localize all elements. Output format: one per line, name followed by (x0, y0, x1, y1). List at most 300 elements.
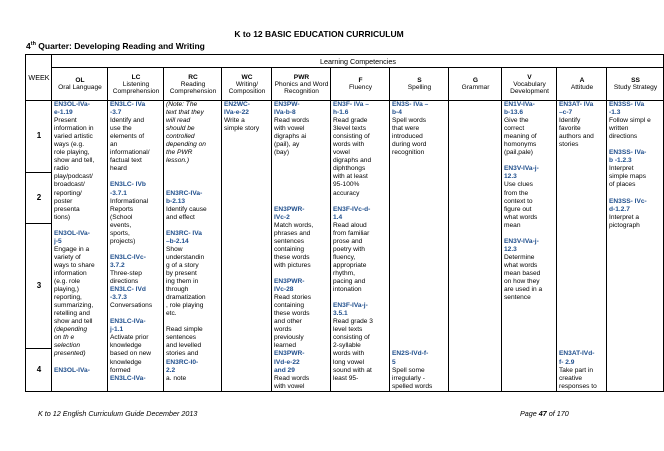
cell-line (392, 206, 447, 214)
quarter-heading (26, 41, 205, 51)
cell-line: with pictures (274, 261, 311, 269)
week-number-3: 3 (26, 223, 52, 348)
cell-line: 3.7.2 (110, 261, 125, 269)
cell-line: Read words (274, 117, 310, 125)
cell-line: EN3RC-I0- (166, 358, 199, 366)
week-number-1: 1 (26, 101, 52, 173)
cell-line: (pail), ay (274, 141, 300, 149)
cell-line (392, 342, 447, 350)
cell-line: use the (110, 125, 132, 133)
cell-line: Take part in (559, 366, 594, 374)
cell-v (502, 101, 557, 392)
cell-line (559, 181, 605, 189)
column-header-a: A Attitude (557, 68, 607, 101)
cell-line: selection (54, 342, 81, 350)
cell-line: Three-step (110, 269, 142, 277)
footer-guide-title: K to 12 English Curriculum Guide December 2013 (38, 409, 198, 418)
cell-line: knowledge (110, 342, 142, 350)
column-header-wc: WC Writing/ Composition (222, 68, 272, 101)
column-header-f: F Fluency (331, 68, 390, 101)
cell-line (559, 190, 605, 198)
cell-line: IVa-e-22 (224, 109, 249, 117)
cell-line (54, 222, 106, 230)
cell-line: intonation (333, 286, 362, 294)
cell-line: h-1.6 (333, 109, 349, 117)
column-header-row (26, 68, 664, 101)
cell-line: EN3LC- IVd (110, 286, 146, 294)
cell-line: –c-7 (559, 109, 573, 117)
cell-line: stories and (166, 350, 199, 358)
cell-line: Spell words (392, 117, 427, 125)
cell-line: Determine (504, 253, 535, 261)
cell-line: correct (504, 125, 525, 133)
cell-line: 12.3 (504, 245, 517, 253)
cell-line: the PWR (166, 149, 193, 157)
cell-line (392, 310, 447, 318)
cell-line (392, 246, 447, 254)
cell-line (392, 294, 447, 302)
cell-line: diphthongs (333, 165, 366, 173)
cell-line: 95-100% (333, 181, 360, 189)
column-header-rc: RC Reading Comprehension (164, 68, 222, 101)
cell-line: Identify and (110, 117, 145, 125)
cell-line: Match words, (274, 221, 314, 229)
cell-line: least 95- (333, 374, 359, 382)
cell-line (392, 238, 447, 246)
cell-line: e-1.19 (54, 109, 73, 117)
cell-line: IVa-b-8 (274, 109, 296, 117)
column-header-g: G Grammar (449, 68, 502, 101)
cell-line: -3.7 (110, 109, 122, 117)
cell-line: EN3OL-IVa- (54, 229, 90, 237)
footer-page-number: Page 47 of 170 (520, 409, 569, 418)
cell-line (274, 173, 329, 181)
cell-line: mean based (504, 269, 541, 277)
week-number-2: 2 (26, 172, 52, 223)
cell-line (559, 318, 605, 326)
cell-line: learned (274, 342, 296, 350)
cell-line (166, 222, 220, 230)
cell-pwr (272, 101, 331, 392)
cell-line: EN3PWR- (274, 205, 305, 213)
cell-line: based on new (110, 350, 152, 358)
cell-line: simple story (224, 125, 260, 133)
cell-line: should be (166, 125, 195, 133)
cell-line (559, 246, 605, 254)
cell-line (110, 246, 162, 254)
cell-ol (52, 101, 108, 392)
cell-line: events, (110, 221, 132, 229)
cell-line: EN3PWR- (274, 278, 305, 286)
quarter-number: 4 (26, 41, 31, 51)
cell-line: context to (504, 197, 533, 205)
cell-line: a. note (166, 374, 187, 382)
cell-line: broadcast/ (54, 181, 85, 189)
cell-line: Identify (559, 117, 581, 125)
cell-line: phrases and (274, 229, 311, 237)
cell-line: EN3F-IVc-d- (333, 205, 371, 213)
cell-line (166, 318, 220, 326)
competency-table (25, 54, 664, 392)
cell-line: Read aloud (333, 221, 367, 229)
cell-line: summarizing, (54, 302, 94, 310)
cell-line: informational/ (110, 149, 150, 157)
cell-line: consisting of (333, 133, 370, 141)
cell-ss (607, 101, 664, 392)
cell-line: EN3LC-IVa- (110, 374, 146, 382)
cell-line (559, 206, 605, 214)
cell-line (392, 214, 447, 222)
cell-line: –b-2.14 (166, 237, 189, 245)
cell-line: EN3S- IVa – (392, 101, 429, 108)
cell-line: -3.7.1 (110, 189, 127, 197)
cell-line: 3.5.1 (333, 310, 348, 318)
week-header: WEEK (26, 55, 52, 101)
cell-line: EN3AT- IVa (559, 101, 594, 108)
cell-line (274, 198, 329, 206)
cell-line: 5 (392, 358, 396, 366)
cell-line: Spell some (392, 366, 425, 374)
cell-line (392, 334, 447, 342)
cell-line: from familiar (333, 229, 370, 237)
cell-line: retelling and (54, 310, 90, 318)
cell-line: reporting, (54, 294, 82, 302)
cell-line: digraphs and (333, 157, 372, 165)
cell-line: j-5 (54, 237, 62, 245)
column-header-s: S Spelling (390, 68, 449, 101)
cell-line: tions) (54, 213, 71, 221)
cell-line (559, 278, 605, 286)
cell-line: dramatization (166, 294, 206, 302)
cell-line: spelled words (392, 382, 433, 390)
cell-line (559, 286, 605, 294)
cell-line: responses to (559, 382, 597, 390)
cell-line: and other (274, 318, 302, 326)
cell-line: elements of (110, 133, 145, 141)
cell-line: what words (504, 213, 538, 221)
cell-line: of places (609, 181, 636, 189)
cell-line: factual text (110, 157, 142, 165)
cell-line: information (54, 269, 87, 277)
cell-line: EN3V-IVa-j- (504, 165, 539, 173)
cell-line: (Note: The (166, 101, 198, 108)
cell-line: on th e (54, 334, 75, 342)
cell-line: from the (504, 189, 529, 197)
cell-line (392, 262, 447, 270)
cell-line: projects) (110, 237, 136, 245)
cell-line: Write a (224, 117, 245, 125)
cell-line (274, 270, 329, 278)
cell-line: f- 2.9 (559, 358, 575, 366)
cell-line (166, 181, 220, 189)
cell-line: show and tell (54, 318, 93, 326)
cell-line: and levelled (166, 342, 202, 350)
cell-line (274, 190, 329, 198)
cell-line: on how they (504, 278, 540, 286)
cell-line: containing (274, 302, 305, 310)
cell-line: EN3PWR- (274, 350, 305, 358)
cell-line (559, 222, 605, 230)
cell-line (392, 270, 447, 278)
cell-line (392, 254, 447, 262)
cell-line: variety of (54, 253, 81, 261)
cell-line (559, 149, 605, 157)
cell-line: IVc-2 (274, 213, 290, 221)
cell-line: figure out (504, 205, 532, 213)
cell-line: previously (274, 334, 304, 342)
cell-line: EN3V-IVa-j- (504, 237, 539, 245)
cell-line: g of a story (166, 261, 199, 269)
cell-line: d-1.2.7 (609, 205, 630, 213)
cell-line (392, 278, 447, 286)
cell-lc (108, 101, 164, 392)
cell-line: Interpret (609, 165, 634, 173)
cell-line (392, 198, 447, 206)
cell-line: EN3SS- IVc- (609, 197, 647, 205)
cell-line: presented) (54, 350, 86, 358)
cell-line: authors and (559, 133, 594, 141)
cell-line: radio (54, 165, 69, 173)
cell-line: that were (392, 125, 420, 133)
cell-line: (e.g. role (54, 278, 81, 286)
cell-line: will read (166, 117, 191, 125)
cell-line: ways to share (54, 261, 95, 269)
cell-line: EN3LC- IVa (110, 101, 146, 108)
column-header-ol: OL Oral Language (52, 68, 108, 101)
cell-line: with vowel (274, 125, 305, 133)
cell-line: ways (e.g. (54, 141, 85, 149)
cell-line: meaning of (504, 133, 537, 141)
cell-line (559, 302, 605, 310)
cell-line: stories (559, 141, 579, 149)
cell-line: directions (609, 133, 638, 141)
cell-line: heard (110, 165, 127, 173)
cell-line: EN3SS- IVa- (609, 149, 647, 157)
cell-line: poetry with (333, 245, 365, 253)
cell-line (392, 181, 447, 189)
cell-line: (pail,pale) (504, 149, 533, 157)
cell-line (392, 286, 447, 294)
cell-line: during word (392, 141, 427, 149)
cell-line: Informational (110, 197, 149, 205)
cell-line (274, 181, 329, 189)
cell-line (559, 198, 605, 206)
cell-line (54, 359, 106, 367)
cell-line (392, 157, 447, 165)
cell-line: EN3F- IVa – (333, 101, 369, 108)
cell-line: EN2WC- (224, 101, 251, 108)
cell-line: Conversations (110, 302, 153, 310)
cell-line: controlled (166, 133, 195, 141)
cell-line: words (274, 326, 292, 334)
cell-line: introduced (392, 133, 423, 141)
cell-line (559, 334, 605, 342)
cell-line: Read words (274, 374, 310, 382)
cell-line: digraphs ai (274, 133, 307, 141)
cell-line (609, 190, 662, 198)
cell-line: 12.3 (504, 173, 517, 181)
cell-line: Present (54, 117, 77, 125)
cell-line (504, 230, 555, 238)
cell-line: Identify cause (166, 205, 207, 213)
cell-line: b-4 (392, 109, 402, 117)
cell-line: varied artistic (54, 133, 93, 141)
cell-line (392, 302, 447, 310)
cell-line: prose and (333, 237, 363, 245)
cell-line: b-2.13 (166, 197, 186, 205)
cell-line: reporting/ (54, 189, 82, 197)
column-header-v: V Vocabulary Development (502, 68, 557, 101)
cell-line: show and tell, (54, 157, 95, 165)
cell-line: Use clues (504, 181, 533, 189)
cell-line: EN1V-IVa- (504, 101, 535, 108)
cell-line: Give the (504, 117, 529, 125)
cell-line: EN3OL-IVa- (54, 366, 90, 374)
cell-line (333, 294, 388, 302)
cell-line: sports, (110, 229, 130, 237)
cell-line: sentences (274, 237, 305, 245)
cell-line: and 29 (274, 366, 295, 374)
cell-line: through (166, 286, 189, 294)
cell-line (609, 141, 662, 149)
cell-line: directions (110, 278, 139, 286)
cell-a (557, 101, 607, 392)
cell-line: pacing and (333, 278, 366, 286)
cell-line: EN3PW- (274, 101, 300, 108)
cell-line: text that they (166, 109, 204, 117)
cell-line: (bay) (274, 149, 290, 157)
cell-line: irregularly - (392, 374, 425, 382)
cell-line: 2-syllable (333, 342, 361, 350)
cell-line: j-1.1 (110, 326, 124, 334)
cell-line: lesson.) (166, 157, 190, 165)
cell-line: are used in a (504, 286, 543, 294)
cell-line (559, 342, 605, 350)
cell-line: ing them in (166, 278, 199, 286)
cell-line: EN3LC-IVc- (110, 253, 146, 261)
cell-line (559, 173, 605, 181)
cell-line: words with (333, 350, 365, 358)
cell-line: role playing, (54, 149, 90, 157)
cell-line (274, 157, 329, 165)
cell-line (559, 214, 605, 222)
cell-line: sentences (166, 334, 197, 342)
learning-competencies-header: Learning Competencies (52, 55, 664, 68)
cell-line: EN3AT-IVd- (559, 350, 595, 358)
cell-line: accuracy (333, 189, 360, 197)
cell-line (333, 198, 388, 206)
cell-line (504, 157, 555, 165)
cell-line: formed (110, 366, 131, 374)
cell-line (559, 238, 605, 246)
cell-line: etc. (166, 310, 177, 318)
cell-line: Read stories (274, 294, 312, 302)
cell-line: recognition (392, 149, 425, 157)
cell-line (110, 173, 162, 181)
cell-line (559, 254, 605, 262)
cell-line: EN3LC- IVb (110, 181, 146, 189)
cell-line: EN3SS- IVa (609, 101, 645, 108)
cell-line: consisting of (333, 334, 370, 342)
cell-line: and effect (166, 213, 195, 221)
cell-line: Engage in a (54, 245, 90, 253)
cell-line (559, 262, 605, 270)
cell-line (392, 230, 447, 238)
cell-g (449, 101, 502, 392)
cell-line: Reports (110, 205, 134, 213)
cell-line (559, 326, 605, 334)
cell-line: b -1.2.3 (609, 157, 632, 165)
cell-line (392, 173, 447, 181)
cell-line: EN3LC-IVa- (110, 318, 146, 326)
page-title: K to 12 BASIC EDUCATION CURRICULUM (234, 29, 404, 39)
cell-line: words with (333, 141, 365, 149)
cell-line (392, 318, 447, 326)
cell-line (166, 165, 220, 173)
cell-rc (164, 101, 222, 392)
cell-line: homonyms (504, 141, 537, 149)
cell-line: sound with at (333, 366, 372, 374)
quarter-title: Quarter: Developing Reading and Writing (35, 41, 205, 51)
column-header-lc: LC Listening Comprehension (108, 68, 164, 101)
cell-line: Follow simpl e (609, 117, 651, 125)
cell-line: fluency, (333, 253, 356, 261)
cell-line: rhythm, (333, 269, 355, 277)
cell-line: 1.4 (333, 213, 343, 221)
cell-line: play/podcast/ (54, 173, 93, 181)
cell-line: poster (54, 197, 73, 205)
cell-line: these words (274, 310, 310, 318)
cell-line: Activate prior (110, 334, 149, 342)
column-header-ss: SS Study Strategy (607, 68, 664, 101)
cell-wc (222, 101, 272, 392)
cell-line: what words (504, 261, 538, 269)
cell-line (559, 230, 605, 238)
cell-line: containing (274, 245, 305, 253)
cell-line (166, 173, 220, 181)
cell-line: presenta (54, 205, 80, 213)
cell-line (559, 270, 605, 278)
cell-line: mean (504, 221, 521, 229)
cell-line (110, 310, 162, 318)
cell-s (390, 101, 449, 392)
cell-line: EN3RC- IVa (166, 229, 202, 237)
cell-line (559, 294, 605, 302)
cell-line: -3.7.3 (110, 294, 127, 302)
cell-line: IVc-28 (274, 286, 294, 294)
cell-line: by present (166, 269, 197, 277)
cell-line: EN3OL-IVa- (54, 101, 90, 108)
cell-line: depending on (166, 141, 206, 149)
cell-line: creative (559, 374, 583, 382)
week-number-4: 4 (26, 348, 52, 391)
cell-line: with at least (333, 173, 368, 181)
cell-line: Read grade 3 (333, 318, 373, 326)
cell-line: , role playing (166, 302, 204, 310)
cell-line: (depending (54, 326, 87, 334)
cell-line: Read grade (333, 117, 368, 125)
cell-line: Show (166, 245, 183, 253)
cell-line: with vowel (274, 382, 305, 390)
cell-line: Interpret a (609, 213, 640, 221)
cell-line (559, 157, 605, 165)
cell-line: knowledge (110, 358, 142, 366)
cell-line: favorite (559, 125, 581, 133)
cell-line (392, 190, 447, 198)
cell-f (331, 101, 390, 392)
cell-line: long vowel (333, 358, 365, 366)
cell-line: pictograph (609, 221, 640, 229)
